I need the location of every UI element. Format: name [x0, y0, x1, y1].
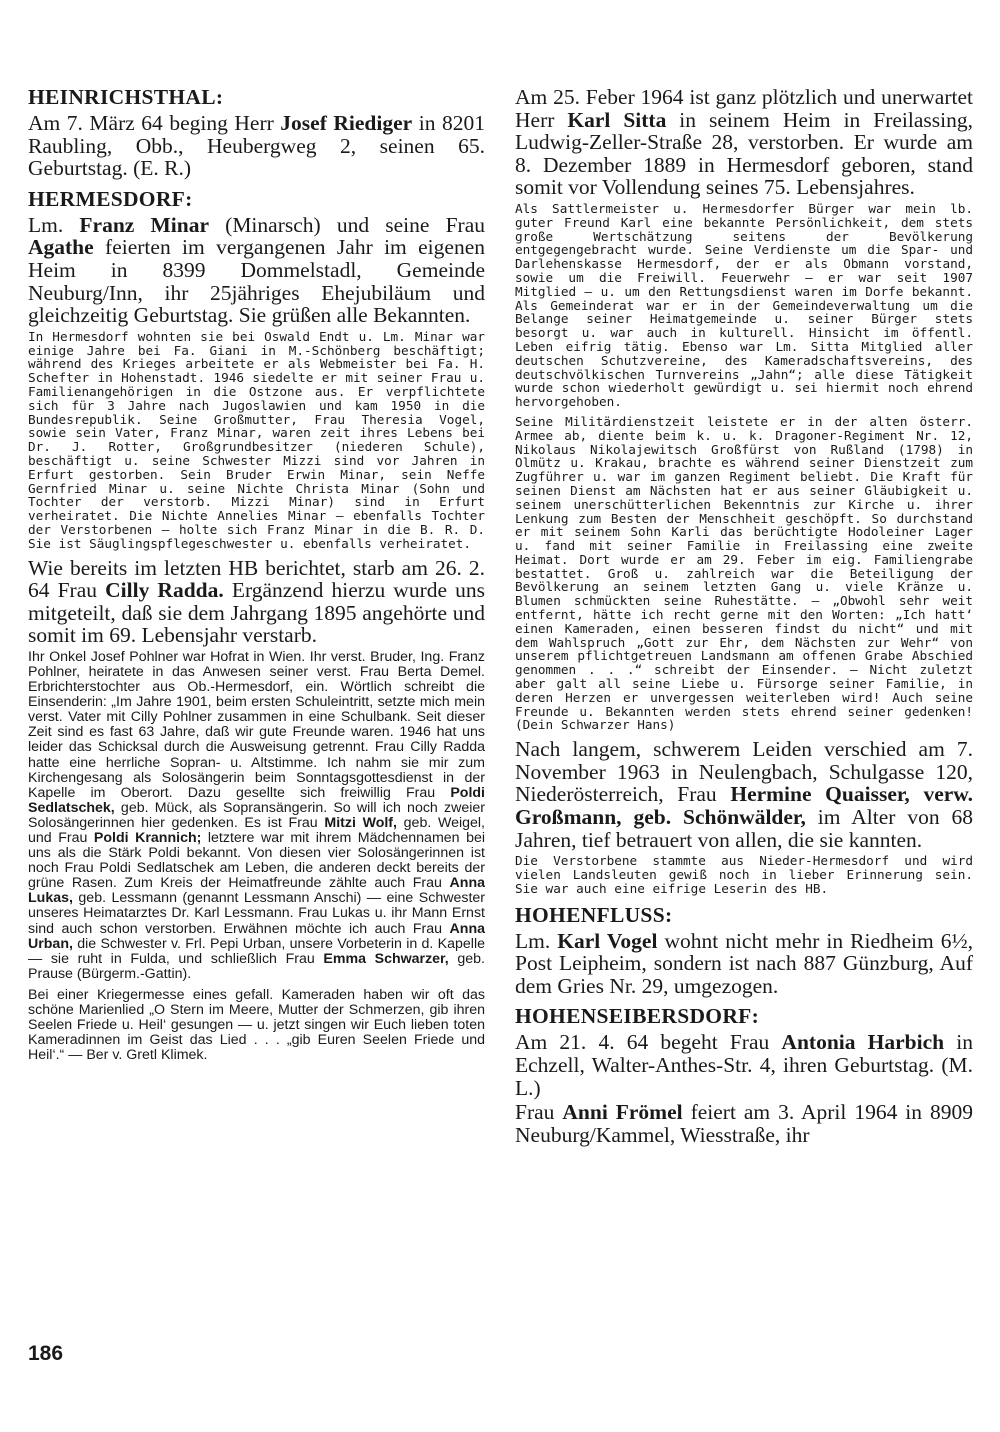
quaisser-name: Hermine Quaisser, verw. Großmann, geb. Schönwälder,: [515, 782, 973, 830]
quaisser-details: Die Verstorbene stammte aus Nieder-Hermesdorf und wird vielen Landsleuten gewiß noch in lieber Erinnerung sein. Sie war auch eine eifrige Leserin des HB.: [515, 853, 973, 896]
riediger-name: Josef Riediger: [280, 111, 413, 135]
radda-details-3: geb. Weigel, und Frau: [28, 814, 485, 846]
right-column: [515, 86, 973, 1426]
vogel-name: Karl Vogel: [557, 928, 658, 953]
kriegermesse-details: Bei einer Kriegermesse eines gefall. Kameraden haben wir oft das schöne Marienlied „O Stern im Meere, Mutter der Schmerzen, gib ihren Seelen Friede u. Heil‘ gesungen — u. jetzt singen wir Euch lieben toten Kameradinnen im Geist das Lied . . . „gib Euren Seelen Friede und Heil‘.“ — Ber v. Gretl Klimek.: [28, 986, 485, 1064]
riediger-text-2: in 8201 Raubling, Obb., Heubergweg 2, seinen 65. Geburtstag. (E. R.): [28, 111, 485, 181]
sitta-military: Seine Militärdienstzeit leistete er in der alten österr. Armee ab, diente beim k. u. k. Dragoner-Regiment Nr. 12, Nikolaus Nikolajewitsch Großfürst von Rußland (1798) in Olmütz u. Krakau, brachte es während seiner Dienstzeit zum Zugführer u. war im ganzen Regiment beliebt. Die Kraft für seinen Dienst am Nächsten hat er aus seiner Gläubigkeit u. seinem unerschütterlichen Bekenntnis zur Kirche u. ihrer Lenkung zum Besten der Menschheit geschöpft. So durchstand er mit seinem Sohn Karli das berüchtigte Hodoleiner Lager u. fand mit seiner Familie in Freilassing eine zweite Heimat. Dort wurde er am 29. Feber im eig. Familiengrabe bestattet. Groß u. zahlreich war die Beteiligung der Bevölkerung an seinem letzten Gang u. viele Kränze u. Blumen schmückten seine Ruhestätte. — „Obwohl sehr weit entfernt, hätte ich recht gerne mit den Worten: „Ich hatt‘ einen Kameraden, einen besseren findst du nicht“ und mit dem Wahlspruch „Gott zur Ehr, dem Nächsten zur Wehr“ von unserem pflichtgetreuen Landsmann am offenen Grabe Abschied genommen . . .“ schreibt der Einsender. — Nicht zuletzt aber galt all seine Liebe u. Fürsorge seiner Familie, in deren Herzen er unvergessen weiterleben wird! Auch seine Freunde u. Bekannten werden stets ehrend seiner gedenken! (Dein Schwarzer Hans): [515, 413, 973, 733]
riediger-notice: [28, 112, 485, 180]
minar-text-1: Lm.: [28, 212, 80, 237]
vogel-text-2: wohnt nicht mehr in Riedheim 6½, Post Leipheim, sondern ist nach 887 Günzburg, Auf dem Gries Nr. 29, umgezogen.: [515, 928, 973, 998]
page-number: 186: [28, 1342, 64, 1365]
froemel-name: Anni Frömel: [562, 1100, 683, 1125]
heading-heinrichsthal: HEINRICHSTHAL:: [28, 86, 224, 109]
vogel-notice: [515, 930, 973, 998]
radda-details-4: letztere war mit ihrem Mädchennamen bei uns als die Stärk Poldi bekannt. Von diesen vier Solosängerinnen ist noch Frau Poldi Sedlatschek am Leben, die anderen deckt bereits der grüne Rasen. Zum Kreis der Heimatfreunde zählte auch Frau: [28, 830, 485, 892]
heading-hermesdorf: HERMESDORF:: [28, 186, 193, 211]
minar-details: In Hermesdorf wohnten sie bei Oswald Endt u. Lm. Minar war einige Jahre bei Fa. Giani in M.-Schönberg beschäftigt; während des Krieges arbeitete er als Webmeister bei Fa. H. Schefter in Hohenstadt. 1946 siedelte er mit seiner Frau u. Familienangehörigen in die Ostzone aus. Er verpflichtete sich für 3 Jahre nach Jugoslawien und kam 1950 in die Bundesrepublik. Seine Großmutter, Frau Theresia Vogel, sowie sein Vater, Franz Minar, waren zeit ihres Lebens bei Dr. J. Rotter, Großgrundbesitzer (niederen Schule), beschäftigt u. seine Schwester Mizzi sind vor Jahren in Erfurt gestorben. Sein Bruder Erwin Minar, sein Neffe Gernfried Minar u. seine Nichte Christa Minar (Sohn und Tochter der verstorb. Mizzi Minar) sind in Erfurt verheiratet. Die Nichte Annelies Minar — ebenfalls Tochter der Verstorbenen — holte sich Franz Minar in die B. R. D. Sie ist Säuglingspflegeschwester u. ebenfalls verheiratet.: [28, 328, 485, 551]
sitta-name: Karl Sitta: [567, 107, 667, 132]
schwarzer-name: Emma Schwarzer,: [323, 950, 449, 967]
harbich-notice: [515, 1031, 973, 1099]
wolf-name: Mitzi Wolf,: [324, 814, 397, 831]
minar-notice: [28, 214, 485, 327]
harbich-text-2: in Echzell, Walter-Anthes-Str. 4, ihren Geburtstag. (M. L.): [515, 1030, 973, 1100]
froemel-notice: [515, 1101, 973, 1146]
froemel-text-2: feiert am 3. April 1964 in 8909 Neuburg/Kammel, Wiesstraße, ihr: [515, 1100, 973, 1147]
riediger-text-1: Am 7. März 64 beging Herr: [28, 111, 281, 135]
quaisser-text-1: Nach langem, schwerem Leiden verschied am 7. November 1963 in Neulengbach, Schulgasse 120, Niederösterreich, Frau: [515, 737, 973, 807]
quaisser-notice: [515, 738, 973, 851]
harbich-name: Antonia Harbich: [781, 1030, 945, 1055]
radda-text-1: Wie bereits im letzten HB berichtet, starb am 26. 2. 64 Frau: [28, 555, 485, 603]
radda-name: Cilly Radda.: [105, 578, 224, 603]
radda-details-5: geb. Lessmann (genannt Lessmann Anschi) — eine Schwester unseres Heimatarztes Dr. Karl Lessmann. Frau Lukas u. ihr Mann Ernst sind auch schon verstorben. Erwähnen möchte ich auch Frau: [28, 890, 485, 937]
radda-details-1: Ihr Onkel Josef Pohlner war Hofrat in Wien. Ihr verst. Bruder, Ing. Franz Pohlner, heiratete in das Anwesen seiner verst. Frau Berta Demel. Erbrichterstochter aus Ob.-Hermesdorf, ein. Wörtlich schreibt die Einsenderin: „Im Jahre 1901, beim ersten Schuleintritt, setzte mich mein verst. Vater mit Cilly Pohlner zusammen in eine Schulbank. Seit dieser Zeit sind es fast 63 Jahre, daß wir gute Freunde waren. 1946 hat uns leider das Schicksal durch die Ausweisung getrennt. Frau Cilly Radda hatte eine herrliche Sopran- u. Altstimme. Ich nahm sie mir zum Kirchengesang als Solosängerin beim Sonntagsgottesdienst in der Kapelle im Oberort. Dazu gesellte sich freiwillig Frau: [28, 648, 485, 801]
left-column: [28, 86, 485, 1336]
minar-text-3: feierten im vergangenen Jahr im eigenen Heim in 8399 Dommelstadl, Gemeinde Neuburg/Inn, ihr 25jähriges Ehejubiläum und gleichzeitig Geburtstag. Sie grüßen alle Bekannten.: [28, 235, 485, 328]
radda-details-2: geb. Mück, als Sopransängerin. So will ich noch zweier Solosängerinnen hier gedenken. Es ist Frau: [28, 799, 485, 831]
agathe-name: Agathe: [28, 235, 94, 260]
radda-notice: [28, 557, 485, 647]
sitta-text-1: Am 25. Feber 1964 ist ganz plötzlich und unerwartet Herr: [515, 86, 973, 132]
minar-text-2: (Minarsch) und seine Frau: [209, 212, 485, 237]
radda-text-2: Ergänzend hierzu wurde uns mitgeteilt, daß sie dem Jahrgang 1895 angehörte und somit im 69. Lebensjahr verstarb.: [28, 578, 485, 648]
heading-hohenseibersdorf: HOHENSEIBERSDORF:: [515, 1004, 760, 1029]
sitta-text-2: in seinem Heim in Freilassing, Ludwig-Zeller-Straße 28, verstorben. Er wurde am 8. Dezember 1889 in Hermesdorf geboren, stand somit vor Vollendung seines 75. Lebensjahres.: [515, 107, 973, 200]
sedlatschek-name: Poldi Sedlatschek,: [28, 784, 485, 816]
sitta-notice: [515, 86, 973, 199]
lukas-name: Anna Lukas,: [28, 875, 485, 907]
heading-hohenfluss: HOHENFLUSS:: [515, 902, 673, 927]
radda-details-6: die Schwester v. Frl. Pepi Urban, unsere Vorbeterin in d. Kapelle — sie ruht in Fulda, und schließlich Frau: [28, 935, 485, 967]
harbich-text-1: Am 21. 4. 64 begeht Frau: [515, 1030, 782, 1055]
radda-details-7: geb. Prause (Bürgerm.-Gattin).: [28, 950, 485, 982]
radda-details: [28, 650, 485, 982]
froemel-text-1: Frau: [515, 1100, 563, 1125]
minar-name: Franz Minar: [79, 212, 209, 237]
urban-name: Anna Urban,: [28, 920, 485, 952]
krannich-name: Poldi Krannich;: [93, 830, 202, 846]
sitta-details: Als Sattlermeister u. Hermesdorfer Bürger war mein lb. guter Freund Karl eine bekannte Persönlichkeit, dem stets große Wertschätzung seitens der Bevölkerung entgegengebracht wurde. Seine Verdienste um die Spar- und Darlehenskasse Hermesdorf, der er als Obmann vorstand, sowie um die Freiwill. Feuerwehr — er war seit 1907 Mitglied — u. um den Rettungsdienst waren im Dorfe bekannt. Als Gemeinderat war er in der Gemeindeverwaltung um die Belange seiner Heimatgemeinde u. seiner Bürger stets besorgt u. war auch in kulturell. Hinsicht im öffentl. Leben eifrig tätig. Ebenso war Lm. Sitta Mitglied aller deutschen Schutzvereine, des Kameradschaftsvereins, des deutschvölkischen Turnvereins „Jahn“; alle diese Tätigkeit wurde schon wiederholt gewürdigt u. sei hiermit noch ehrend hervorgehoben.: [515, 200, 973, 410]
vogel-text-1: Lm.: [515, 928, 558, 953]
quaisser-text-2: im Alter von 68 Jahren, tief betrauert von allen, die sie kannten.: [515, 805, 973, 852]
